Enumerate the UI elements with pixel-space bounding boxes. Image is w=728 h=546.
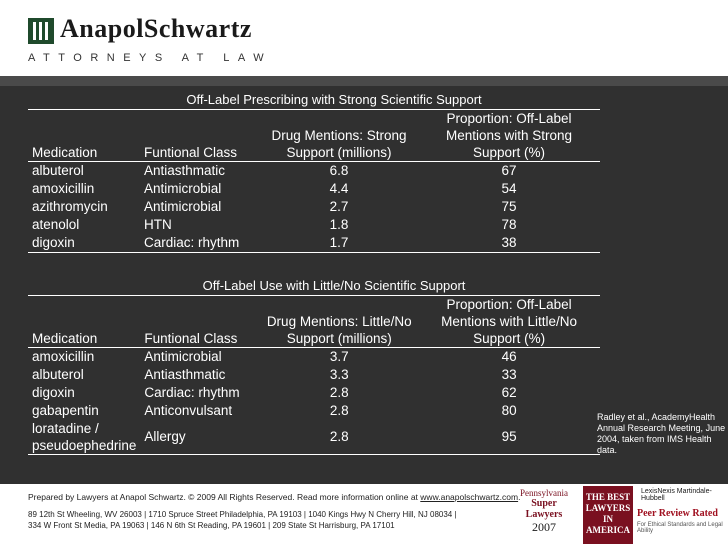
cell-medication: gabapentin xyxy=(32,403,99,418)
cell-mentions: 4.4 xyxy=(329,181,349,196)
cell-proportion: 46 xyxy=(501,349,517,364)
cell-medication: loratadine / pseudoephedrine xyxy=(28,420,140,455)
header-stripe xyxy=(0,76,728,86)
super-lawyers-year: 2007 xyxy=(532,520,556,534)
super-lawyers-state: Pennsylvania xyxy=(520,488,568,498)
cell-mentions: 1.8 xyxy=(329,217,349,232)
martindale-brand: LexisNexis Martindale-Hubbell xyxy=(641,488,712,502)
little-support-table xyxy=(28,278,600,455)
column-header: Proportion: Off-Label Mentions with Strong Support (%) xyxy=(418,110,600,162)
table-row xyxy=(28,366,600,384)
super-lawyers-badge xyxy=(514,488,574,538)
column-header: Proportion: Off-Label Mentions with Little/No Support (%) xyxy=(418,296,600,348)
cell-medication: atenolol xyxy=(32,217,80,232)
table-row xyxy=(28,384,600,402)
martindale-title: Peer Review Rated xyxy=(637,508,718,519)
martindale-subtitle: For Ethical Standards and Legal Ability xyxy=(637,522,723,534)
column-header: Medication xyxy=(28,296,140,348)
cell-class: Cardiac: rhythm xyxy=(140,234,260,253)
firm-logo-icon xyxy=(28,18,54,44)
cell-mentions: 2.8 xyxy=(329,385,349,400)
cell-class: Allergy xyxy=(140,420,260,455)
cell-class: Anticonvulsant xyxy=(144,403,233,418)
table-title: Off-Label Use with Little/No Scientific Support xyxy=(28,278,600,296)
cell-mentions: 2.7 xyxy=(329,199,349,214)
table-header-row xyxy=(28,110,600,162)
table-header-row xyxy=(28,296,600,348)
cell-proportion: 54 xyxy=(501,181,517,196)
cell-mentions: 3.3 xyxy=(329,367,349,382)
cell-class: Antimicrobial xyxy=(144,181,222,196)
cell-mentions: 2.8 xyxy=(329,403,349,418)
table-row xyxy=(28,180,600,198)
table-row xyxy=(28,420,600,455)
cell-medication: amoxicillin xyxy=(32,181,95,196)
table-row xyxy=(28,162,600,181)
firm-name: AnapolSchwartz xyxy=(60,14,252,43)
footer-copyright-text: Prepared by Lawyers at Anapol Schwartz. © 2009 All Rights Reserved. Read more information online at xyxy=(28,492,418,502)
table-row xyxy=(28,216,600,234)
cell-mentions: 2.8 xyxy=(260,420,418,455)
cell-medication: azithromycin xyxy=(32,199,108,214)
strong-support-table xyxy=(28,92,600,253)
cell-medication: digoxin xyxy=(32,385,75,400)
column-header: Drug Mentions: Strong Support (millions) xyxy=(260,110,418,162)
cell-class: Cardiac: rhythm xyxy=(144,385,240,400)
column-header: Funtional Class xyxy=(140,296,260,348)
column-header: Funtional Class xyxy=(140,110,260,162)
cell-proportion: 67 xyxy=(501,163,517,178)
cell-class: Antimicrobial xyxy=(144,349,222,364)
footer-addresses-2: 334 W Front St Media, PA 19063 | 146 N 6th St Reading, PA 19601 | 209 State St Harrisburg, PA 17101 xyxy=(28,521,395,530)
column-header: Drug Mentions: Little/No Support (millions) xyxy=(260,296,418,348)
cell-medication: albuterol xyxy=(32,367,84,382)
cell-proportion: 95 xyxy=(418,420,600,455)
footer-addresses-1: 89 12th St Wheeling, WV 26003 | 1710 Spruce Street Philadelphia, PA 19103 | 1040 Kings Hwy N Cherry Hill, NJ 08034 | xyxy=(28,510,457,519)
footer-copyright xyxy=(28,492,520,502)
table-row xyxy=(28,198,600,216)
cell-proportion: 75 xyxy=(501,199,517,214)
column-header: Medication xyxy=(28,110,140,162)
cell-proportion: 62 xyxy=(501,385,517,400)
cell-mentions: 3.7 xyxy=(329,349,349,364)
cell-proportion: 38 xyxy=(418,234,600,253)
cell-class: Antimicrobial xyxy=(144,199,222,214)
cell-class: HTN xyxy=(144,217,172,232)
source-note: Radley et al., AcademyHealth Annual Research Meeting, June 2004, taken from IMS Health data. xyxy=(597,412,726,455)
cell-medication: digoxin xyxy=(28,234,140,253)
cell-proportion: 33 xyxy=(501,367,517,382)
cell-proportion: 78 xyxy=(501,217,517,232)
firm-subtitle: ATTORNEYS AT LAW xyxy=(28,52,273,64)
cell-mentions: 6.8 xyxy=(329,163,349,178)
cell-medication: albuterol xyxy=(32,163,84,178)
cell-proportion: 80 xyxy=(501,403,517,418)
super-lawyers-name: Super Lawyers xyxy=(525,498,563,520)
slide-header xyxy=(0,0,728,76)
table-row xyxy=(28,348,600,367)
cell-class: Antiasthmatic xyxy=(144,163,226,178)
cell-medication: amoxicillin xyxy=(32,349,95,364)
cell-class: Antiasthmatic xyxy=(144,367,226,382)
table-row xyxy=(28,402,600,420)
table-row xyxy=(28,234,600,253)
website-link[interactable]: www.anapolschwartz.com xyxy=(420,492,519,502)
slide-footer xyxy=(0,484,728,546)
footer-period: . xyxy=(518,492,521,502)
best-lawyers-badge: THE BEST LAWYERS IN AMERICA xyxy=(583,486,633,544)
cell-mentions: 1.7 xyxy=(260,234,418,253)
martindale-badge xyxy=(637,488,725,536)
table-title: Off-Label Prescribing with Strong Scientific Support xyxy=(28,92,600,110)
